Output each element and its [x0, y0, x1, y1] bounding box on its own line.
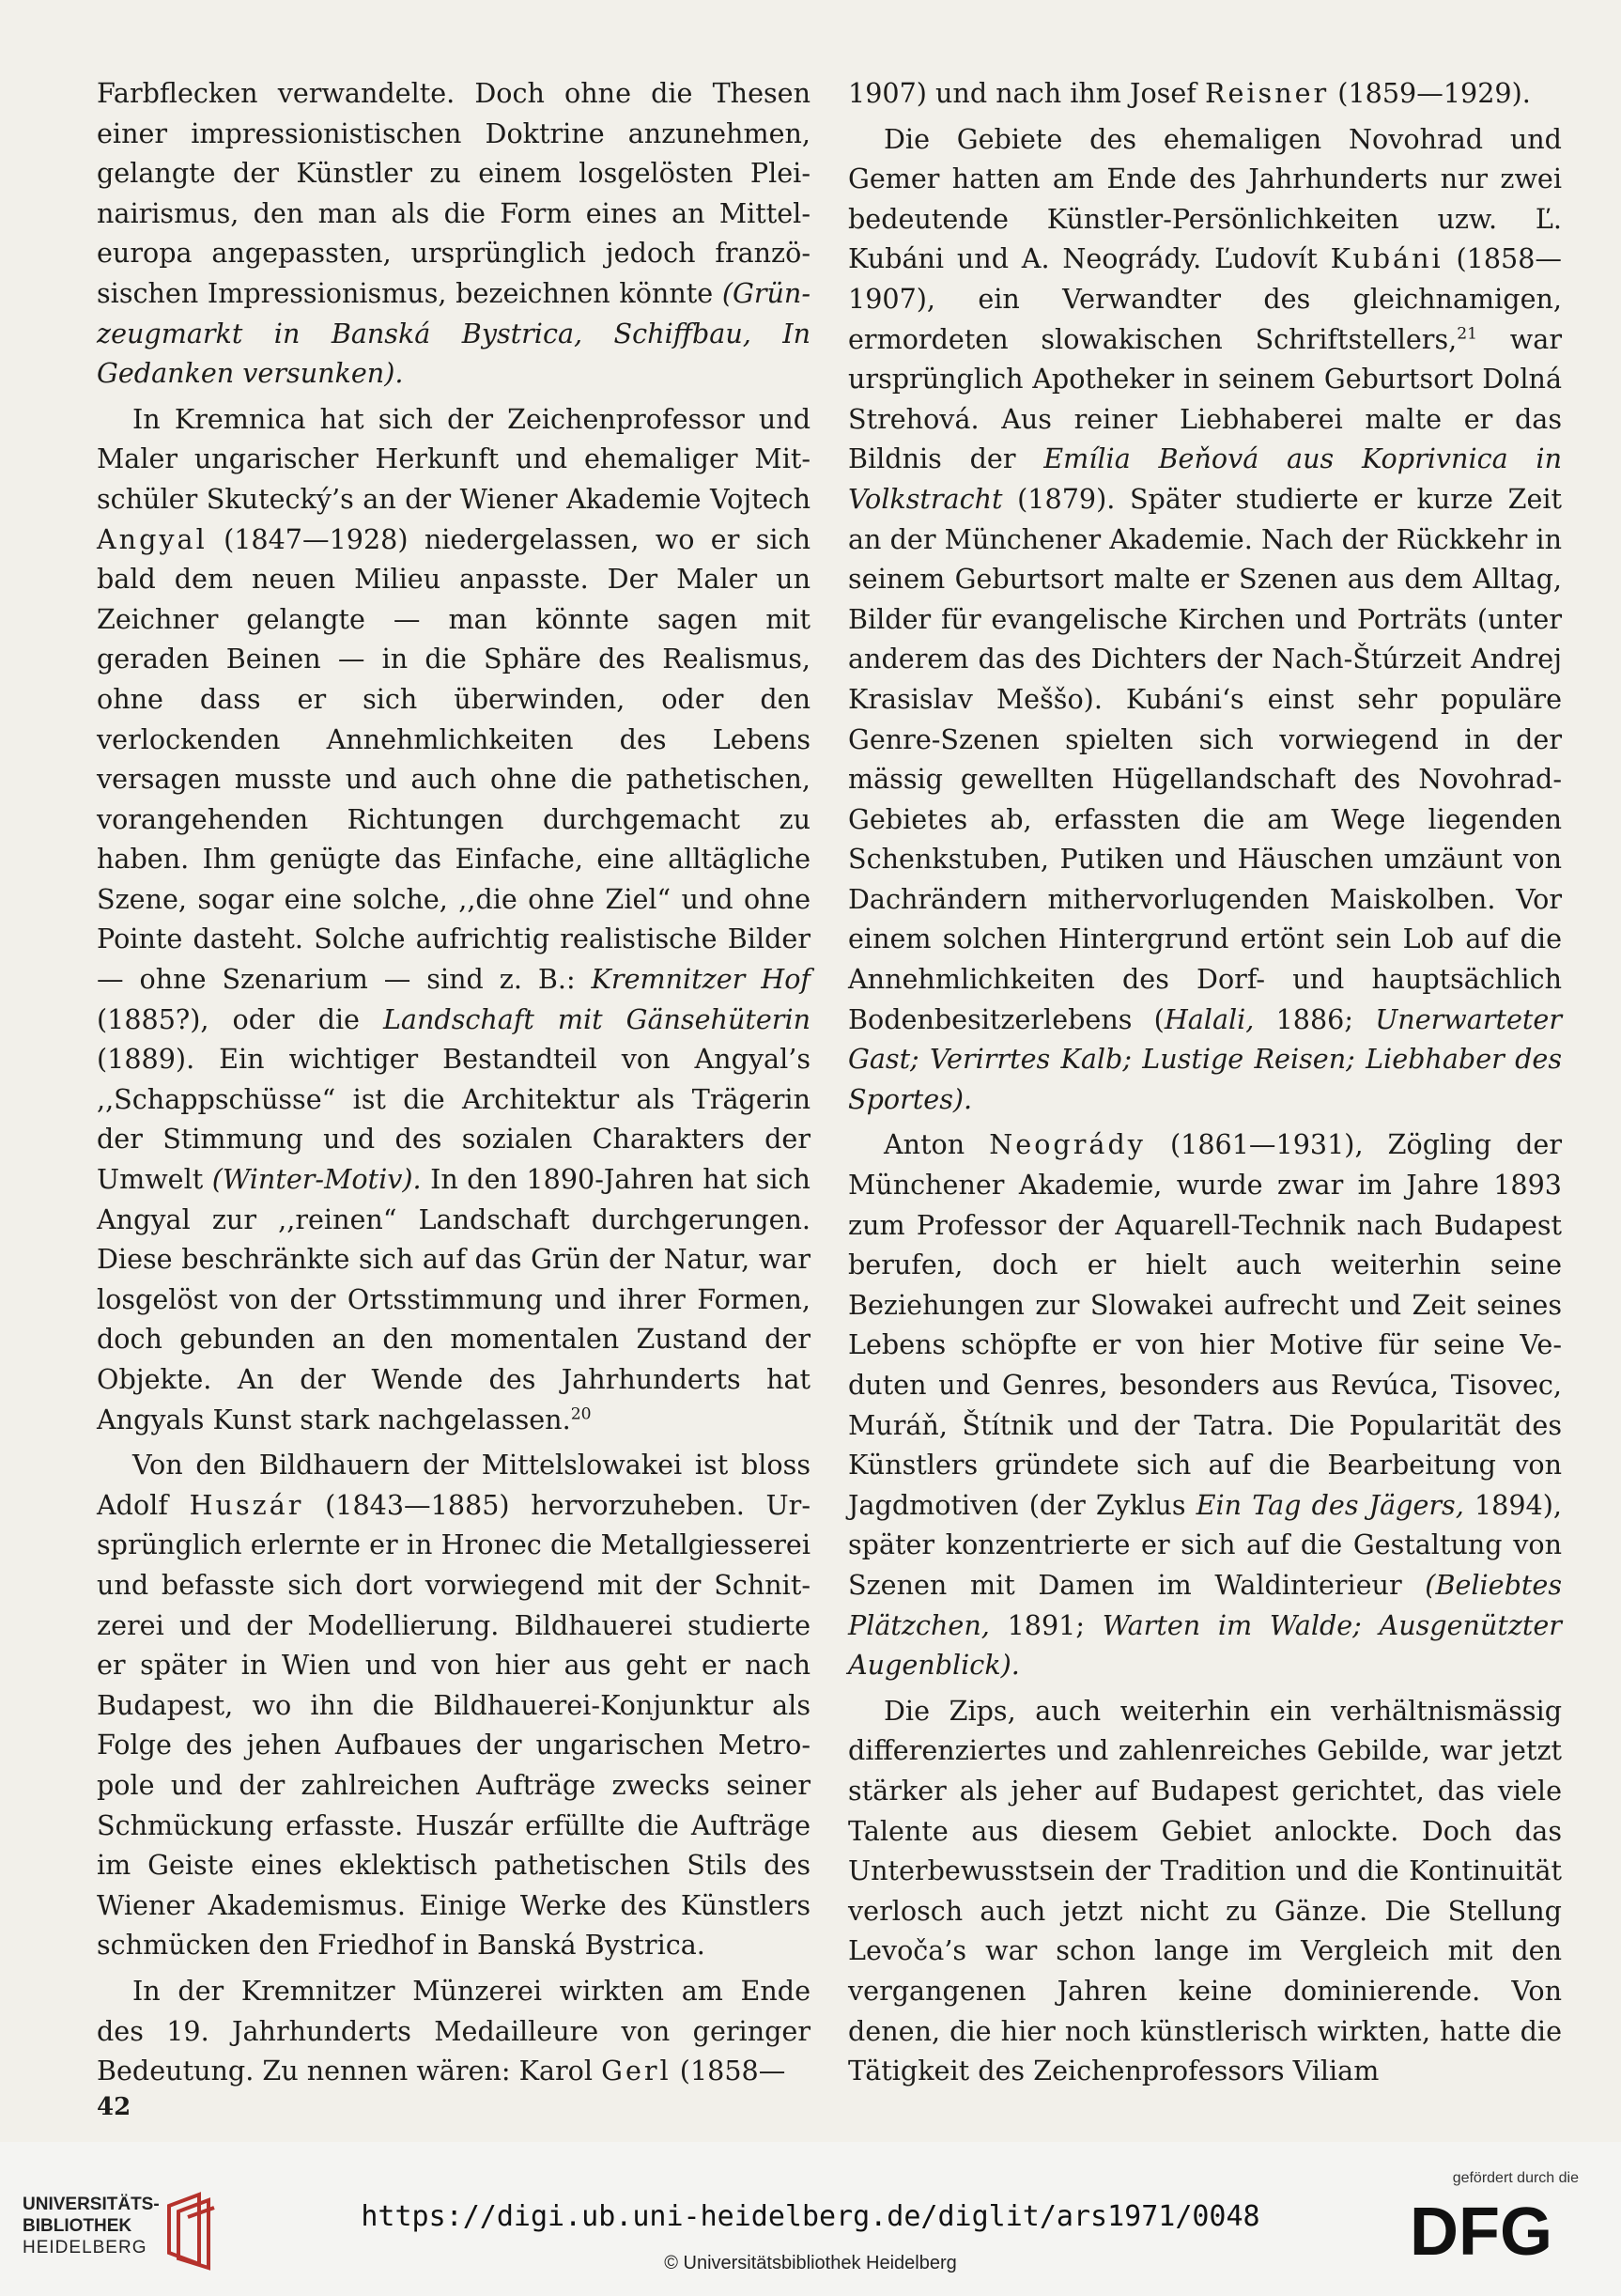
- text-run: 1886;: [1254, 1002, 1376, 1035]
- footnote-ref: 20: [570, 1404, 592, 1424]
- text-run: Von den Bildhauern der Mittelslowakei ist bloss Adolf: [97, 1449, 810, 1521]
- italic-title: Unerwarteter Gast; Verirrtes Kalb; Lustige Reisen; Liebhaber des Sportes).: [848, 1002, 1562, 1115]
- italic-title: Halali,: [1164, 1002, 1255, 1035]
- text-run: Farbflecken verwandelte. Doch ohne die Thesen einer impressionistischen Doktrine anzunehmen, gelangte der Künstler zu einem losgelösten Pleinairismus, den man als die Form eines an Mitteleuropa angepassten, ursprünglich jedoch französischen Impressionismus, bezeichnen könnte: [97, 77, 810, 309]
- italic-title: (Grünzeugmarkt in Banská Bystrica, Schiffbau, In Gedanken versunken).: [97, 276, 810, 390]
- paragraph: [848, 73, 1562, 114]
- text-run: In den 1890-Jahren hat sich Angyal zur ,,reinen“ Landschaft durchgerungen. Diese beschränkte sich auf das Grün der Natur, war losgelöst von der Ortsstimmung und ihrer Formen, doch gebunden an den momentalen Zustand der Objekte. An der Wende des Jahrhunderts hat Angyals Kunst stark nachgelassen.: [97, 1163, 810, 1435]
- italic-title: Warten im Walde; Ausgenützter Augenblick).: [848, 1608, 1562, 1682]
- spaced-name: Angyal: [97, 522, 208, 555]
- library-name-line1: UNIVERSITÄTS-: [23, 2195, 160, 2214]
- italic-title: (Beliebtes Plätzchen,: [848, 1568, 1562, 1641]
- italic-title: Landschaft mit Gänsehüterin: [382, 1002, 811, 1035]
- text-run: (1847—1928) niedergelassen, wo er sich bald dem neuen Milieu anpasste. Der Maler un Zeichner gelangte — man könnte sagen mit geraden Beinen — in die Sphäre des Realismus, ohne dass er sich überwinden, oder den verlockenden Annehmlichkeiten des Lebens versagen musste und auch ohne die pathetischen, vorangehenden Richtungen durchgemacht zu haben. Ihm genügte das Einfache, eine alltägliche Szene, sogar eine solche, ,,die ohne Ziel“ und ohne Pointe dasteht. Solche aufrichtig realistische Bilder — ohne Szenarium — sind z. B.:: [97, 522, 810, 996]
- funding-label: gefördert durch die: [1452, 2170, 1579, 2186]
- text-run: 1907) und nach ihm Josef: [848, 77, 1205, 109]
- paragraph: [848, 1125, 1562, 1684]
- italic-title: Ein Tag des Jägers,: [1196, 1488, 1464, 1521]
- text-run: In der Kremnitzer Münzerei wirkten am Ende des 19. Jahrhunderts Medailleure von geringer Bedeutung. Zu nennen wären: Karol: [97, 1974, 810, 2087]
- paragraph: [97, 1971, 810, 2091]
- text-run: 1894), später konzentrierte er sich auf die Gestaltung von Szenen mit Damen im Waldinterieur: [848, 1488, 1562, 1601]
- footnote-ref: 21: [1457, 324, 1478, 344]
- italic-title: (Winter-Motiv).: [211, 1163, 422, 1196]
- text-run: 1891;: [989, 1608, 1103, 1641]
- right-column: [848, 73, 1562, 2091]
- library-name-line3: HEIDELBERG: [23, 2238, 147, 2257]
- spaced-name: Reisner: [1204, 77, 1330, 109]
- paragraph: [97, 73, 810, 394]
- page-number: 42: [97, 2093, 131, 2121]
- copyright-notice: © Universitätsbibliothek Heidelberg: [664, 2253, 957, 2273]
- spaced-name: Huszár: [189, 1488, 304, 1521]
- italic-title: Kremnitzer Hof: [591, 963, 810, 996]
- left-column: [97, 73, 810, 2091]
- paragraph: [97, 1445, 810, 1965]
- text-run: (1861—1931), Zögling der Münchener Akademie, wurde zwar im Jahre 1893 zum Professor der Aquarell-Technik nach Budapest berufen, doch er hielt auch weiterhin seine Beziehungen zur Slowakei aufrecht und Zeit seines Lebens schöpfte er von hier Motive für seine Veduten und Genres, besonders aus Revúca, Tisovec, Muráň, Štítnik und der Tatra. Die Popularität des Künstlers gründete sich auf die Bearbeitung von Jagdmotiven (der Zyklus: [848, 1128, 1562, 1521]
- text-run: (1885?), oder die: [97, 1002, 383, 1035]
- text-run: Anton: [884, 1128, 990, 1161]
- paragraph: [848, 1691, 1562, 2091]
- text-run: (1859—1929).: [1329, 77, 1531, 109]
- text-run: Die Gebiete des ehemaligen Novohrad und Gemer hatten am Ende des Jahrhunderts nur zwei bedeutende Künstler-Persönlichkeiten uzw. Ľ. Kubáni und A. Neogrády. Ľudovít: [848, 122, 1562, 275]
- text-run: (1889). Ein wichtiger Bestandteil von Angyal’s ,,Schappschüsse“ ist die Architektur als Trägerin der Stimmung und des sozialen Charakters der Umwelt: [97, 1043, 810, 1196]
- text-run: (1843—1885) hervorzuheben. Ursprünglich erlernte er in Hronec die Metallgiesserei und befasste sich dort vorwiegend mit der Schnitzerei und der Modellierung. Bildhauerei studierte er später in Wien und von hier aus geht er nach Budapest, wo ihn die Bildhauerei-Konjunktur als Folge des jehen Aufbaues der ungarischen Metropole und der zahlreichen Aufträge zwecks seiner Schmückung erfasste. Huszár erfüllte die Aufträge im Geiste eines eklektisch pathetischen Stils des Wiener Akademismus. Einige Werke des Künstlers schmücken den Friedhof in Banská Bystrica.: [97, 1488, 810, 1962]
- text-run: In Kremnica hat sich der Zeichenprofessor und Maler ungarischer Herkunft und ehemaliger Mitschüler Skutecký’s an der Wiener Akademie Vojtech: [97, 402, 810, 515]
- library-name-line2: BIBLIOTHEK: [23, 2216, 132, 2236]
- dfg-logo-icon: [1410, 2196, 1579, 2262]
- text-run: war ursprünglich Apotheker in seinem Geburtsort Dolná Strehová. Aus reiner Liebhaberei malte er das Bildnis der: [848, 322, 1562, 475]
- spaced-name: Gerl: [601, 2055, 672, 2087]
- dfg-logo-text: DFG: [1410, 2196, 1552, 2262]
- spaced-name: Kubáni: [1330, 242, 1443, 275]
- text-run: (1858—1907), ein Verwandter des gleichnamigen, ermordeten slowakischen Schriftstellers,: [848, 242, 1562, 355]
- italic-title: Emília Beňová aus Koprivnica in Volkstracht: [848, 442, 1562, 515]
- permalink-url[interactable]: https://digi.ub.uni-heidelberg.de/diglit/ars1971/0048: [361, 2200, 1260, 2233]
- spaced-name: Neogrády: [989, 1128, 1146, 1161]
- text-run: (1879). Später studierte er kurze Zeit an der Münchener Akademie. Nach der Rückkehr in seinem Geburtsort malte er Szenen aus dem Alltag, Bilder für evangelische Kirchen und Porträts (unter anderem das des Dichters der Nach-Štúrzeit Andrej Krasislav Meššo). Kubáni‘s einst sehr populäre Genre-Szenen spielten sich vorwiegend in der mässig gewellten Hügellandschaft des Novohrad-Gebietes ab, erfassten die am Wege liegenden Schenkstuben, Putiken und Häuschen umzäunt von Dachrändern mithervorlugenden Maiskolben. Vor einem solchen Hintergrund ertönt sein Lob auf die Annehmlichkeiten des Dorf- und hauptsächlich Bodenbesitzerlebens (: [848, 482, 1562, 1035]
- paragraph: [97, 399, 810, 1439]
- paragraph: [848, 119, 1562, 1120]
- text-run: (1858—: [671, 2055, 786, 2087]
- text-run: Die Zips, auch weiterhin ein verhältnismässig differenziertes und zahlenreiches Gebilde, war jetzt stärker als jeher auf Budapest gerichtet, das viele Talente aus diesem Gebiet anlockte. Doch das Unterbewusstsein der Tradition und die Kontinuität verlosch auch jetzt nicht zu Gänze. Die Stellung Levoča’s war schon lange im Vergleich mit den vergangenen Jahren keine dominierende. Von denen, die hier noch künstlerisch wirkten, hatte die Tätigkeit des Zeichenprofessors Viliam: [848, 1694, 1562, 2087]
- footer-bar: [0, 2142, 1621, 2296]
